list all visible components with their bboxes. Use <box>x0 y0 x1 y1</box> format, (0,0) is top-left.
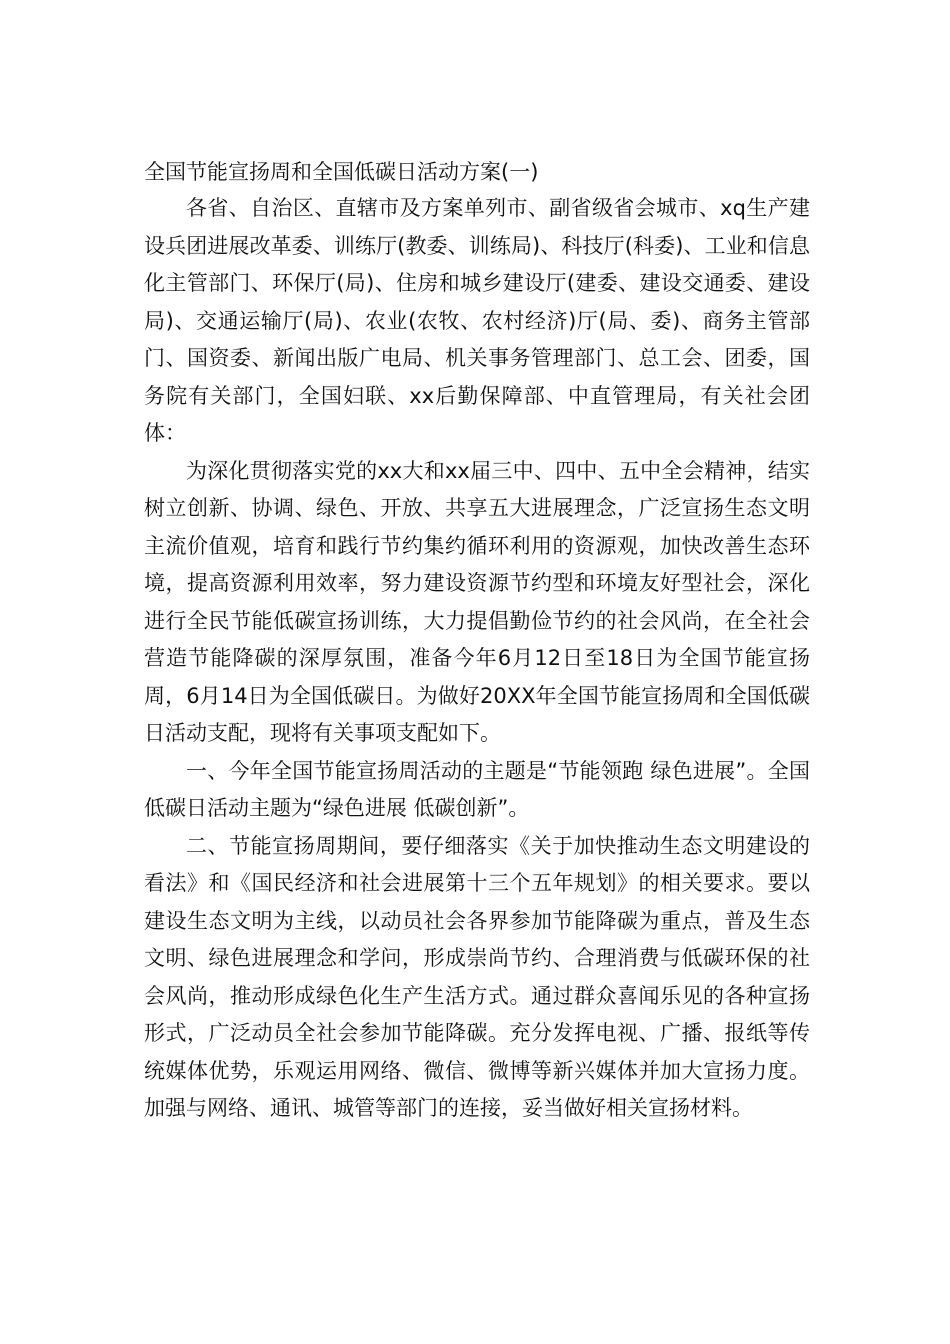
paragraph-addressees: 各省、自治区、直辖市及方案单列市、副省级省会城市、xq生产建设兵团进展改革委、训练厅(教委、训练局)、科技厅(科委)、工业和信息化主管部门、环保厅(局)、住房和城乡建设厅(建委、建设交通委、建设局)、交通运输厅(局)、农业(农牧、农村经济)厅(局、委)、商务主管部门、国资委、新闻出版广电局、机关事务管理部门、总工会、团委，国务院有关部门，全国妇联、xx后勤保障部、中直管理局，有关社会团体： <box>144 196 810 445</box>
paragraph-purpose: 为深化贯彻落实党的xx大和xx届三中、四中、五中全会精神，结实树立创新、协调、绿色、开放、共享五大进展理念，广泛宣扬生态文明主流价值观，培育和践行节约集约循环利用的资源观，加快改善生态环境，提高资源利用效率，努力建设资源节约型和环境友好型社会，深化进行全民节能低碳宣扬训练，大力提倡勤俭节约的社会风尚，在全社会营造节能降碳的深厚氛围，准备今年6月12日至18日为全国节能宣扬周，6月14日为全国低碳日。为做好20XX年全国节能宣扬周和全国低碳日活动支配，现将有关事项支配如下。 <box>144 458 810 745</box>
paragraph-theme: 一、今年全国节能宣扬周活动的主题是“节能领跑 绿色进展”。全国低碳日活动主题为“绿色进展 低碳创新”。 <box>144 758 810 820</box>
document-body <box>144 154 810 1128</box>
paragraph-requirements: 二、节能宣扬周期间，要仔细落实《关于加快推动生态文明建设的看法》和《国民经济和社会进展第十三个五年规划》的相关要求。要以建设生态文明为主线，以动员社会各界参加节能降碳为重点，普及生态文明、绿色进展理念和学问，形成崇尚节约、合理消费与低碳环保的社会风尚，推动形成绿色化生产生活方式。通过群众喜闻乐见的各种宣扬形式，广泛动员全社会参加节能降碳。充分发挥电视、广播、报纸等传统媒体优势，乐观运用网络、微信、微博等新兴媒体并加大宣扬力度。加强与网络、通讯、城管等部门的连接，妥当做好相关宣扬材料。 <box>144 833 810 1120</box>
document-title: 全国节能宣扬周和全国低碳日活动方案(一) <box>144 160 539 184</box>
